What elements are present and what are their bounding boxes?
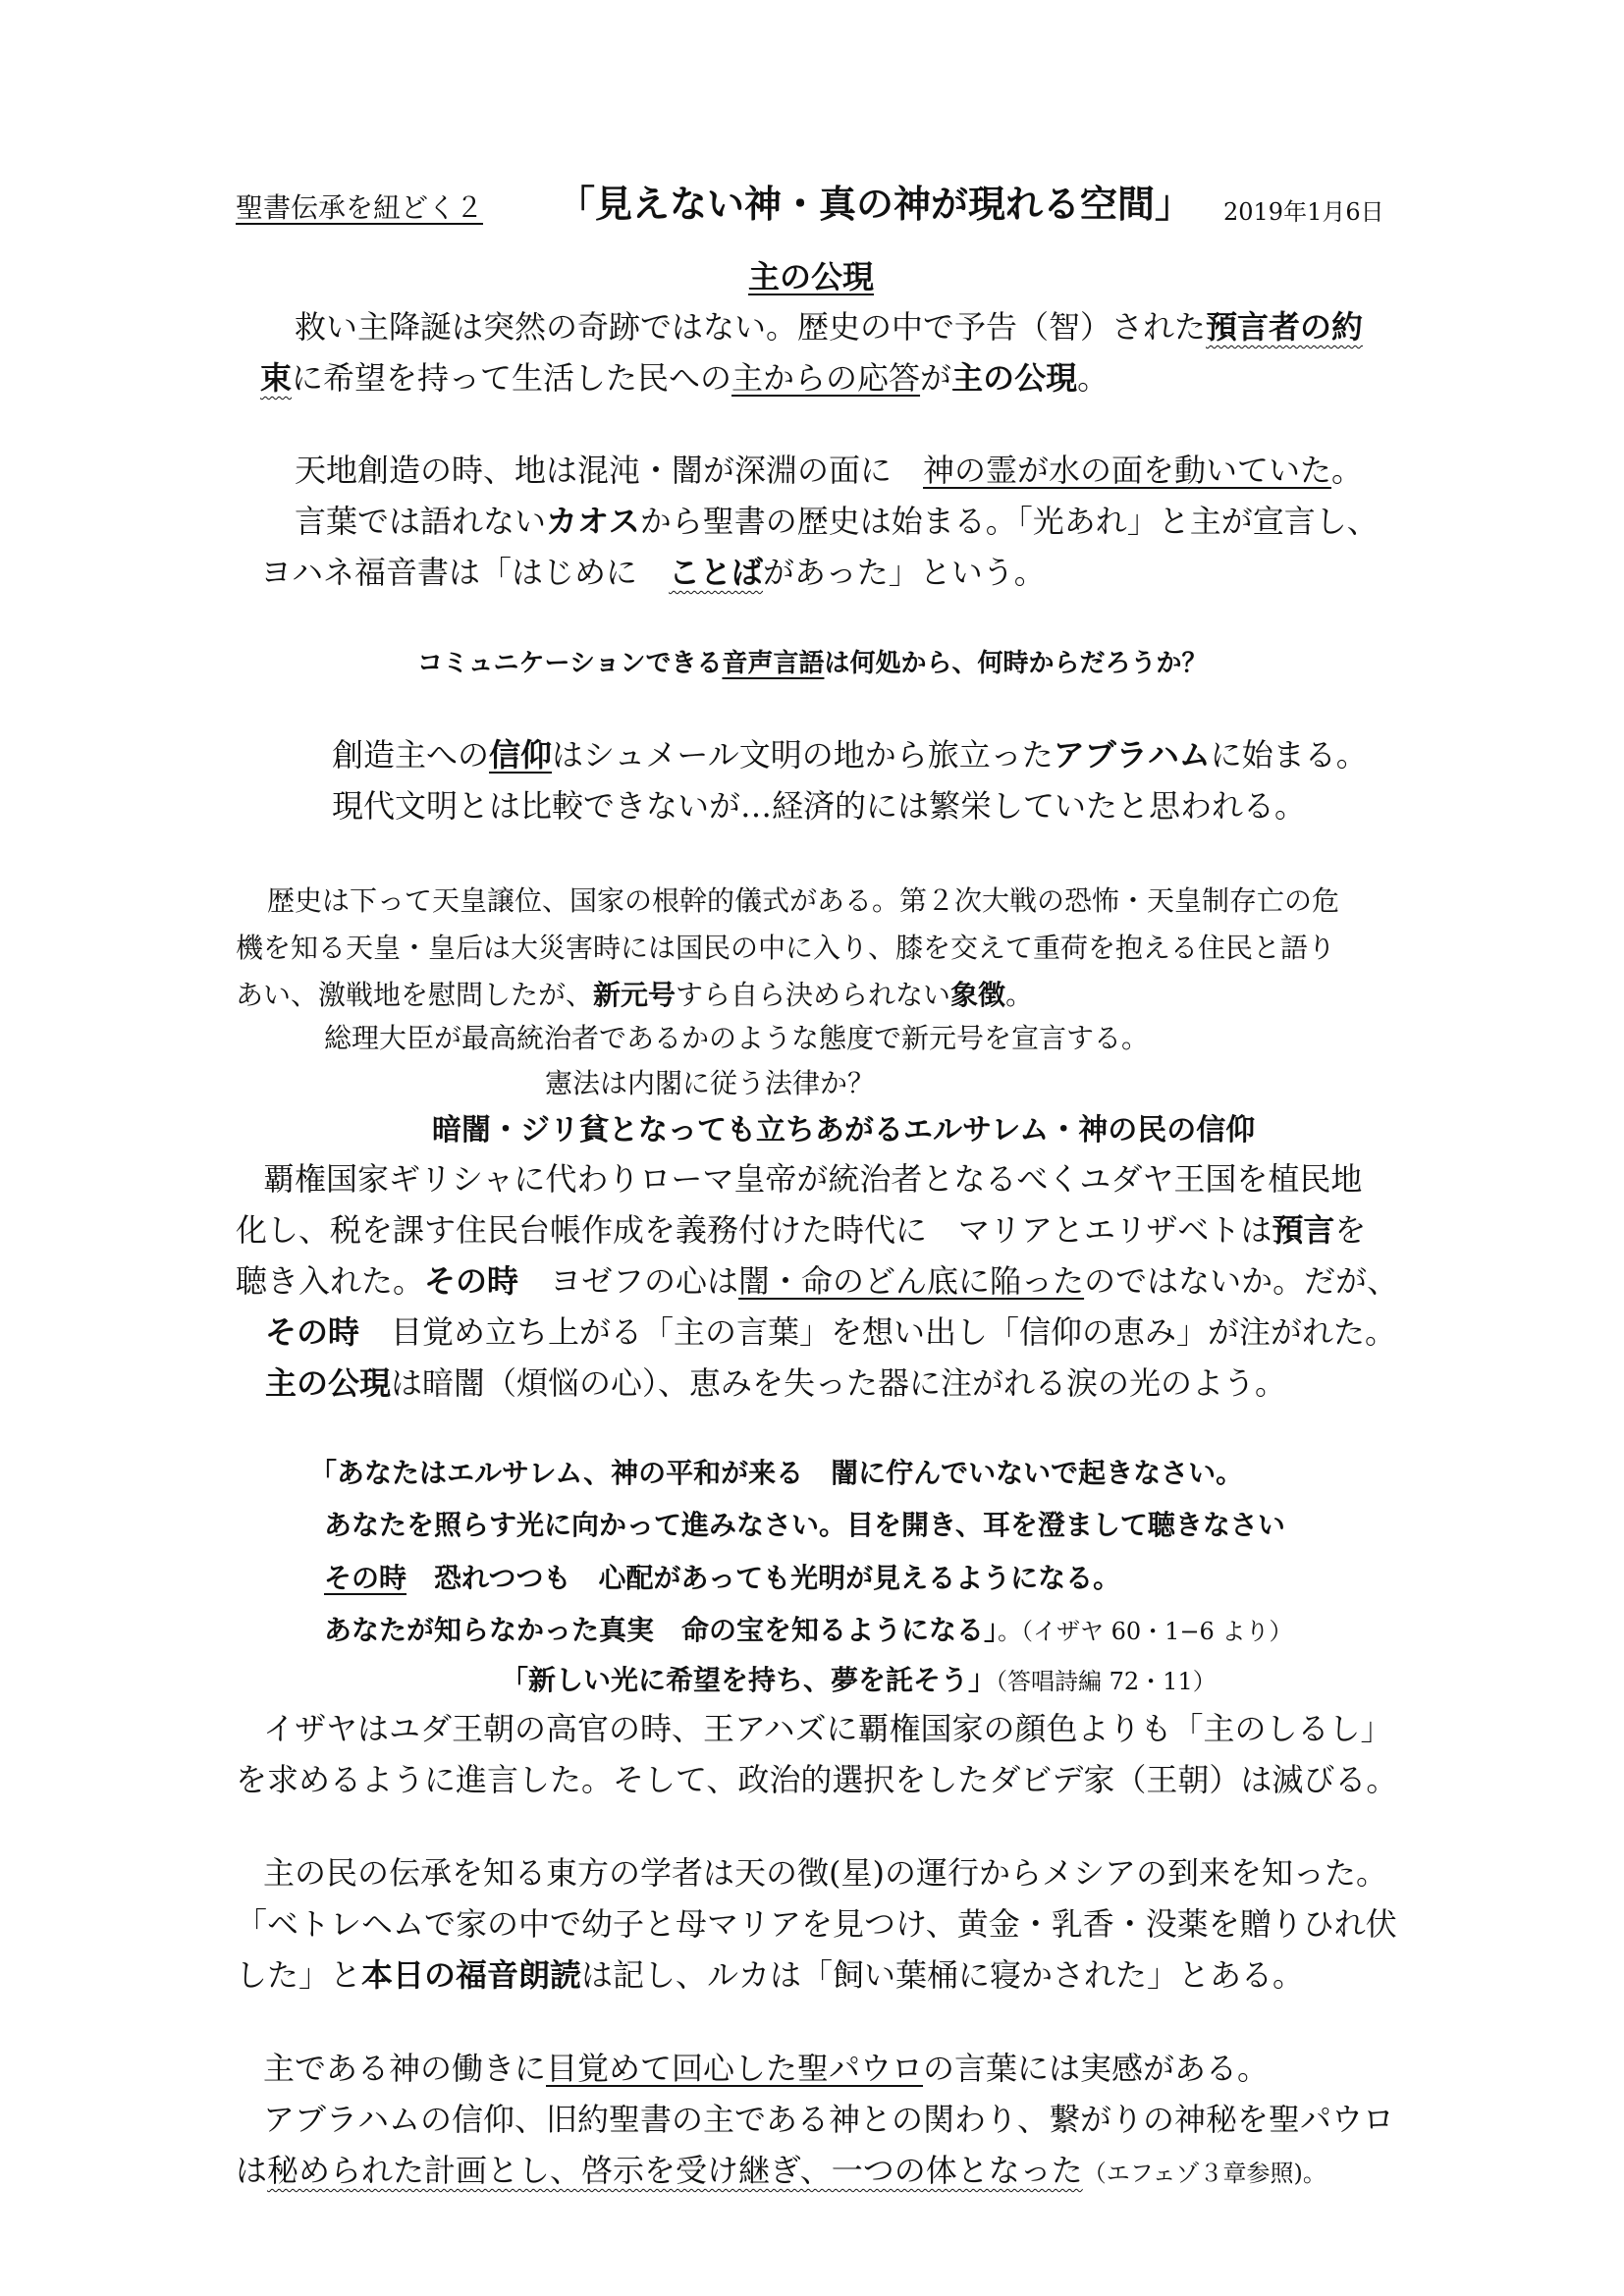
subheading: 暗闇・ジリ貧となっても立ちあがるエルサレム・神の民の信仰	[432, 1113, 1256, 1148]
p7-line2: 「ベトレヘムで家の中で幼子と母マリアを見つけ、黄金・乳香・没薬を贈りひれ伏	[236, 1905, 1397, 1943]
p2-text: ヨハネ福音書は「はじめに	[260, 554, 670, 591]
document-title: 「見えない神・真の神が現れる空間」	[558, 182, 1193, 226]
series-label	[236, 185, 483, 232]
p4-emphasis: 新元号	[593, 979, 677, 1011]
quote-line5	[501, 1657, 1217, 1705]
p5-text: は暗闇（煩悩の心）、恵みを失った器に注がれる涙の光のよう。	[391, 1364, 1287, 1402]
quote-line2: あなたを照らす光に向かって進みなさい。目を開き、耳を澄まして聴きなさい	[324, 1509, 1285, 1541]
quote-line3	[324, 1555, 1120, 1602]
p5-text: 目覚め立ち上がる「主の言葉」を想い出し「信仰の恵み」が注がれた。	[359, 1313, 1397, 1351]
p8-text: の言葉には実感がある。	[923, 2050, 1270, 2087]
p2-text: があった」という。	[763, 554, 1046, 591]
p1-emphasis: 預言者の約	[1206, 308, 1364, 346]
p3-text: 創造主への	[332, 736, 490, 774]
p2-emphasis: ことば	[669, 554, 764, 591]
p4-text: 。	[1005, 979, 1034, 1011]
p1-text: に希望を持って生活した民への	[292, 359, 732, 397]
p5-line3	[236, 1257, 1398, 1305]
p5-text: のではないか。だが、	[1084, 1262, 1399, 1300]
document-date: 2019年1月6日	[1223, 198, 1384, 226]
quote-text: あなたが知らなかった真実 命の宝を知るようになる」	[324, 1614, 999, 1646]
quote-text: 「新しい光に希望を持ち、夢を託そう」	[501, 1664, 997, 1696]
p2-text: 天地創造の時、地は混沌・闇が深淵の面に	[295, 452, 924, 489]
p6-line1: イザヤはユダ王朝の高官の時、王アハズに覇権国家の顔色よりも「主のしるし」	[263, 1710, 1392, 1747]
p2-text: 。	[1331, 452, 1364, 489]
p4-text: すら自ら決められない	[676, 979, 951, 1011]
quote-line4	[324, 1607, 1292, 1655]
quote-citation: 。（イザヤ 60・1−6 より）	[998, 1618, 1293, 1645]
p4-line4: 総理大臣が最高統治者であるかのような態度で新元号を宣言する。	[324, 1022, 1150, 1054]
p2-underlined: 神の霊が水の面を動いていた	[923, 452, 1332, 489]
p8-citation: （エフェゾ３章参照)。	[1082, 2160, 1326, 2187]
quote-emphasis: その時	[324, 1562, 407, 1594]
question-text: コミュニケーションできる	[417, 649, 723, 678]
series-text: 聖書伝承を紐どく２	[236, 191, 484, 224]
p1-emphasis: 束	[260, 359, 293, 397]
p5-line2	[236, 1206, 1366, 1254]
p5-emphasis: 主の公現	[265, 1364, 392, 1402]
p5-line4	[265, 1308, 1396, 1356]
p8-underlined: 秘められた計画とし、啓示を受け継ぎ、一つの体となった	[267, 2152, 1083, 2189]
p1-emphasis: 主の公現	[951, 359, 1078, 397]
p2-text: 言葉では語れない	[295, 503, 547, 540]
p4-text: あい、激戦地を慰問したが、	[236, 979, 594, 1011]
p2-line1	[295, 447, 1363, 494]
quote-citation: （答唱詩編 72・11）	[996, 1668, 1217, 1695]
p1-underlined: 主からの応答	[731, 359, 921, 397]
p8-line2: アブラハムの信仰、旧約聖書の主である神との関わり、繋がりの神秘を聖パウロ	[263, 2101, 1395, 2138]
p8-line1	[263, 2045, 1269, 2092]
quote-line1: 「あなたはエルサレム、神の平和が来る 闇に佇んでいないで起きなさい。	[309, 1457, 1244, 1489]
question-line	[417, 640, 1207, 687]
p3-text: はシュメール文明の地から旅立った	[552, 736, 1054, 774]
p2-text: から聖書の歴史は始まる。「光あれ」と主が宣言し、	[639, 503, 1379, 540]
p8-underlined: 目覚めて回心した聖パウロ	[546, 2050, 924, 2087]
p8-text: は	[236, 2152, 268, 2189]
p4-emphasis: 象徴	[950, 979, 1006, 1011]
p2-line2	[295, 498, 1379, 545]
p7-line3	[236, 1951, 1304, 1999]
p3-line2: 現代文明とは比較できないが…経済的には繁栄していたと思われる。	[332, 787, 1307, 825]
p5-emphasis: 預言	[1272, 1211, 1335, 1249]
p1-text: 救い主降誕は突然の奇跡ではない。歴史の中で予告（智）された	[295, 308, 1207, 346]
p2-line3	[260, 549, 1046, 596]
p8-line3	[236, 2147, 1326, 2197]
question-text: は何処から、何時からだろうか？	[824, 649, 1208, 678]
p5-line5	[265, 1360, 1286, 1407]
p1-text: 。	[1077, 359, 1110, 397]
p5-text: を	[1334, 1211, 1367, 1249]
p4-line5: 憲法は内閣に従う法律か？	[545, 1067, 876, 1099]
p5-emphasis: その時	[265, 1313, 360, 1351]
p3-emphasis: アブラハム	[1053, 736, 1211, 774]
p5-text: ヨゼフの心は	[518, 1262, 739, 1300]
p8-text: 主である神の働きに	[263, 2050, 547, 2087]
p5-text: 聴き入れた。	[236, 1262, 425, 1300]
p4-line3	[236, 972, 1033, 1019]
p5-emphasis: その時	[424, 1262, 519, 1300]
section-heading	[748, 253, 874, 300]
p4-line2: 機を知る天皇・皇后は大災害時には国民の中に入り、膝を交えて重荷を抱える住民と語り	[236, 932, 1336, 964]
p5-underlined: 闇・命のどん底に陥った	[738, 1262, 1085, 1300]
p7-text: した」と	[236, 1956, 362, 1994]
p3-emphasis: 信仰	[489, 736, 553, 774]
p4-line1: 歴史は下って天皇譲位、国家の根幹的儀式がある。第２次大戦の恐怖・天皇制存亡の危	[267, 884, 1340, 917]
p1-text: が	[920, 359, 952, 397]
quote-text: 恐れつつも 心配があっても光明が見えるようになる。	[406, 1562, 1121, 1594]
p2-emphasis: カオス	[546, 503, 640, 540]
p5-line1: 覇権国家ギリシャに代わりローマ皇帝が統治者となるべくユダヤ王国を植民地	[263, 1160, 1363, 1198]
p1-line2	[260, 354, 1109, 401]
p3-line1	[332, 731, 1368, 778]
p7-text: は記し、ルカは「飼い葉桶に寝かされた」とある。	[581, 1956, 1305, 1994]
p6-line2: を求めるように進言した。そして、政治的選択をしたダビデ家（王朝）は滅びる。	[236, 1761, 1398, 1798]
p3-text: に始まる。	[1210, 736, 1368, 774]
p7-emphasis: 本日の福音朗読	[361, 1956, 582, 1994]
section-heading-text: 主の公現	[748, 258, 875, 295]
question-underlined: 音声言語	[722, 649, 825, 678]
p1-line1	[295, 303, 1363, 350]
p7-line1: 主の民の伝承を知る東方の学者は天の徴(星)の運行からメシアの到来を知った。	[263, 1854, 1387, 1892]
p5-text: 化し、税を課す住民台帳作成を義務付けた時代に マリアとエリザベトは	[236, 1211, 1272, 1249]
